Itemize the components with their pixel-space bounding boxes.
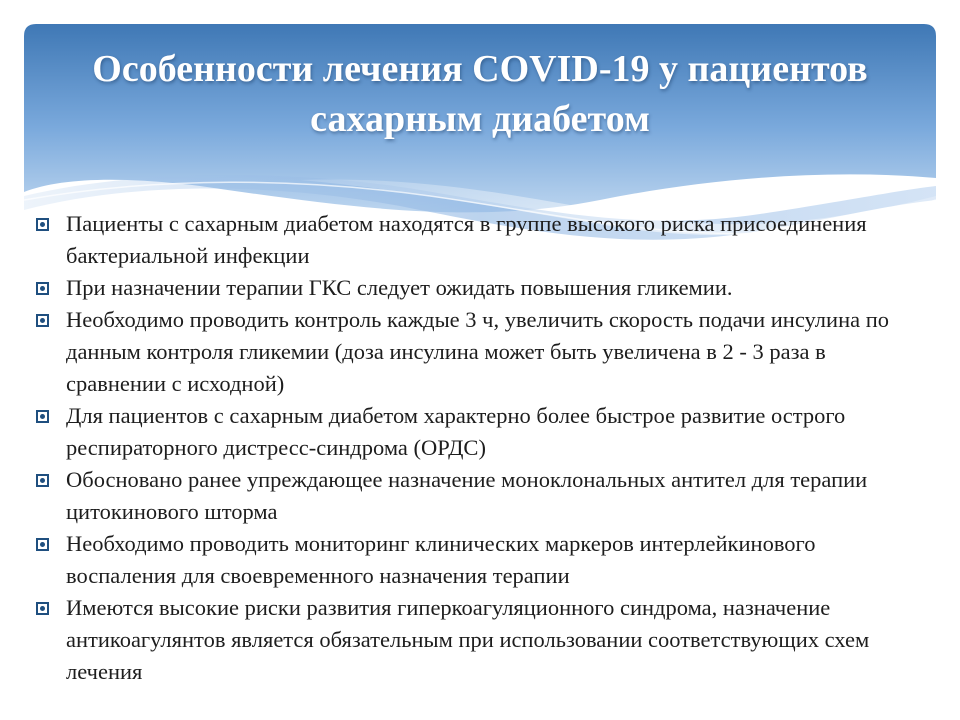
bullet-text: Имеются высокие риски развития гиперкоагуляционного синдрома, назначение антикоагулянтов является обязательным при использовании соответствующих схем лечения <box>66 595 870 684</box>
square-bullet-icon <box>36 282 49 295</box>
bullet-item <box>30 464 930 528</box>
title-line-1: Особенности лечения COVID-19 у пациентов <box>92 48 868 90</box>
bullet-text: Необходимо проводить мониторинг клинических маркеров интерлейкинового воспаления для своевременного назначения терапии <box>66 531 816 588</box>
bullet-item <box>30 592 930 688</box>
bullet-item <box>30 304 930 400</box>
bullet-item <box>30 528 930 592</box>
slide-title <box>24 44 936 144</box>
square-bullet-icon <box>36 410 49 423</box>
square-bullet-icon <box>36 474 49 487</box>
bullet-list <box>30 208 930 688</box>
bullet-item <box>30 208 930 272</box>
bullet-text: Обосновано ранее упреждающее назначение моноклональных антител для терапии цитокинового шторма <box>66 467 868 524</box>
bullet-text: Необходимо проводить контроль каждые 3 ч, увеличить скорость подачи инсулина по данным контроля гликемии (доза инсулина может быть увеличена в 2 - 3 раза в сравнении с исходной) <box>66 307 890 396</box>
bullet-text: Пациенты с сахарным диабетом находятся в группе высокого риска присоединения бактериальной инфекции <box>66 211 867 268</box>
title-line-2: сахарным диабетом <box>310 98 650 140</box>
bullet-item <box>30 400 930 464</box>
square-bullet-icon <box>36 602 49 615</box>
square-bullet-icon <box>36 538 49 551</box>
square-bullet-icon <box>36 218 49 231</box>
bullet-text: При назначении терапии ГКС следует ожидать повышения гликемии. <box>66 275 733 300</box>
bullet-item <box>30 272 930 304</box>
bullet-text: Для пациентов с сахарным диабетом характерно более быстрое развитие острого респираторного дистресс-синдрома (ОРДС) <box>66 403 846 460</box>
square-bullet-icon <box>36 314 49 327</box>
